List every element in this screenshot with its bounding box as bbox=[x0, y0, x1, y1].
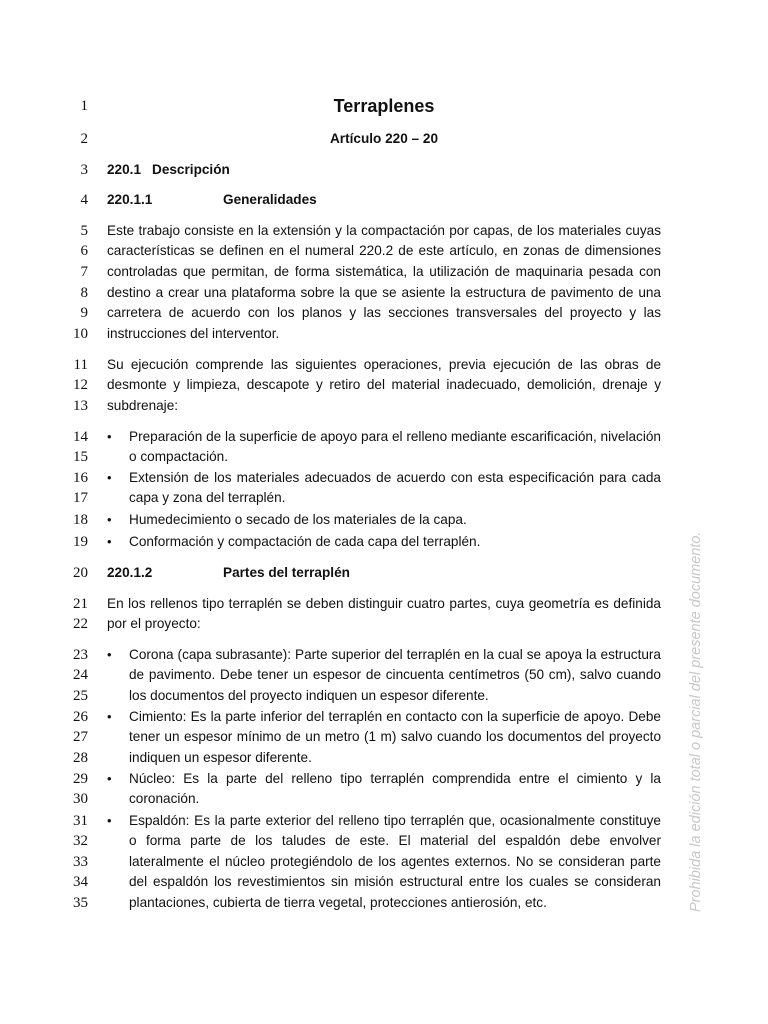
line-number: 29 bbox=[73, 771, 88, 787]
line-number: 2 bbox=[80, 131, 88, 147]
line-number: 7 bbox=[80, 264, 88, 280]
line-number: 31 bbox=[73, 813, 88, 829]
list-item-line: o compactación. bbox=[129, 449, 228, 464]
paragraph-line: En los rellenos tipo terraplén se deben distinguir cuatro partes, cuya geometría es definida bbox=[107, 596, 661, 611]
bullet-icon: • bbox=[107, 429, 112, 444]
paragraph-line: características se definen en el numeral 220.2 de este artículo, en zonas de dimensiones bbox=[107, 243, 661, 258]
bullet-icon: • bbox=[107, 647, 112, 662]
line-number: 10 bbox=[73, 326, 88, 342]
paragraph-line: desmonte y limpieza, descapote y retiro del material inadecuado, demolición, drenaje y bbox=[107, 377, 661, 392]
bullet-icon: • bbox=[107, 470, 112, 485]
line-number: 34 bbox=[73, 874, 88, 890]
line-number: 23 bbox=[73, 647, 88, 663]
paragraph-line: destino a crear una plataforma sobre la que se asiente la estructura de pavimento de una bbox=[107, 285, 661, 300]
line-number: 6 bbox=[80, 243, 88, 259]
paragraph-line: Este trabajo consiste en la extensión y la compactación por capas, de los materiales cuyas bbox=[107, 223, 661, 238]
line-number: 17 bbox=[73, 490, 88, 506]
section-number: 220.1 bbox=[107, 162, 142, 177]
line-number: 24 bbox=[73, 667, 88, 683]
line-number: 25 bbox=[73, 688, 88, 704]
bullet-icon: • bbox=[107, 512, 112, 527]
line-number: 9 bbox=[80, 305, 88, 321]
subsection-title: Partes del terraplén bbox=[223, 565, 350, 580]
list-item-line: Preparación de la superficie de apoyo para el relleno mediante escarificación, nivelación bbox=[129, 429, 661, 444]
copyright-watermark: Prohibida la edición total o parcial del presente documento. bbox=[688, 531, 704, 912]
line-number: 20 bbox=[73, 565, 88, 581]
paragraph-line: subdrenaje: bbox=[107, 398, 179, 413]
line-number: 11 bbox=[73, 357, 88, 373]
list-item-line: Extensión de los materiales adecuados de acuerdo con esta especificación para cada bbox=[129, 470, 661, 485]
list-item-line: Núcleo: Es la parte del relleno tipo terraplén comprendida entre el cimiento y la bbox=[129, 771, 661, 786]
line-number: 21 bbox=[73, 596, 88, 612]
list-item-line: de pavimento. Debe tener un espesor de cincuenta centímetros (50 cm), salvo cuando bbox=[129, 667, 661, 682]
line-number: 1 bbox=[80, 98, 88, 114]
line-number: 35 bbox=[73, 895, 88, 911]
paragraph-line: instrucciones del interventor. bbox=[107, 326, 280, 341]
list-item-line: Espaldón: Es la parte exterior del relleno tipo terraplén que, ocasionalmente constituye bbox=[129, 813, 661, 828]
line-number: 18 bbox=[73, 512, 88, 528]
paragraph-line: controladas que permitan, de forma sistemática, la utilización de maquinaria pesada con bbox=[107, 264, 661, 279]
list-item-line: los documentos del proyecto indiquen un espesor diferente. bbox=[129, 688, 489, 703]
subsection-number: 220.1.1 bbox=[107, 192, 153, 207]
subsection-number: 220.1.2 bbox=[107, 565, 153, 580]
list-item-line: tener un espesor mínimo de un metro (1 m) salvo cuando los documentos del proyecto bbox=[129, 729, 661, 744]
bullet-icon: • bbox=[107, 709, 112, 724]
line-number: 33 bbox=[73, 854, 88, 870]
section-title: Descripción bbox=[152, 162, 230, 177]
line-number: 13 bbox=[73, 398, 88, 414]
line-number: 4 bbox=[80, 192, 88, 208]
page-title: Terraplenes bbox=[333, 96, 435, 116]
subsection-title: Generalidades bbox=[223, 192, 317, 207]
bullet-icon: • bbox=[107, 771, 112, 786]
line-number: 26 bbox=[73, 709, 88, 725]
bullet-icon: • bbox=[107, 813, 112, 828]
list-item-line: Cimiento: Es la parte inferior del terraplén en contacto con la superficie de apoyo. Debe bbox=[129, 709, 661, 724]
line-number: 28 bbox=[73, 750, 88, 766]
list-item-line: plantaciones, cubierta de tierra vegetal, protecciones antierosión, etc. bbox=[129, 895, 547, 910]
line-number: 14 bbox=[73, 429, 88, 445]
paragraph-line: por el proyecto: bbox=[107, 616, 201, 631]
list-item-line: del espaldón los revestimientos sin misión estructural entre los cuales se consideran bbox=[129, 874, 661, 889]
line-number: 16 bbox=[73, 470, 88, 486]
line-number: 12 bbox=[73, 377, 88, 393]
paragraph-line: Su ejecución comprende las siguientes operaciones, previa ejecución de las obras de bbox=[107, 357, 661, 372]
list-item-line: indiquen un espesor diferente. bbox=[129, 750, 312, 765]
list-item-line: capa y zona del terraplén. bbox=[129, 490, 286, 505]
line-number: 5 bbox=[80, 223, 88, 239]
line-number: 8 bbox=[80, 285, 88, 301]
paragraph-line: carretera de acuerdo con los planos y las secciones transversales del proyecto y las bbox=[107, 305, 661, 320]
bullet-icon: • bbox=[107, 534, 112, 549]
list-item-line: Corona (capa subrasante): Parte superior del terraplén en la cual se apoya la estructura bbox=[129, 647, 661, 662]
list-item-line: o forma parte de los taludes de este. El material del espaldón debe envolver bbox=[129, 833, 661, 848]
line-number: 15 bbox=[73, 449, 88, 465]
list-item-line: Humedecimiento o secado de los materiales de la capa. bbox=[129, 512, 467, 527]
article-number: Artículo 220 – 20 bbox=[329, 131, 439, 146]
line-number: 32 bbox=[73, 833, 88, 849]
list-item-line: coronación. bbox=[129, 791, 200, 806]
line-number: 27 bbox=[73, 729, 88, 745]
line-number: 22 bbox=[73, 616, 88, 632]
list-item-line: lateralmente el núcleo protegiéndolo de los agentes externos. No se consideran parte bbox=[129, 854, 661, 869]
line-number: 3 bbox=[80, 162, 88, 178]
line-number: 19 bbox=[73, 534, 88, 550]
line-number: 30 bbox=[73, 791, 88, 807]
list-item-line: Conformación y compactación de cada capa del terraplén. bbox=[129, 534, 481, 549]
